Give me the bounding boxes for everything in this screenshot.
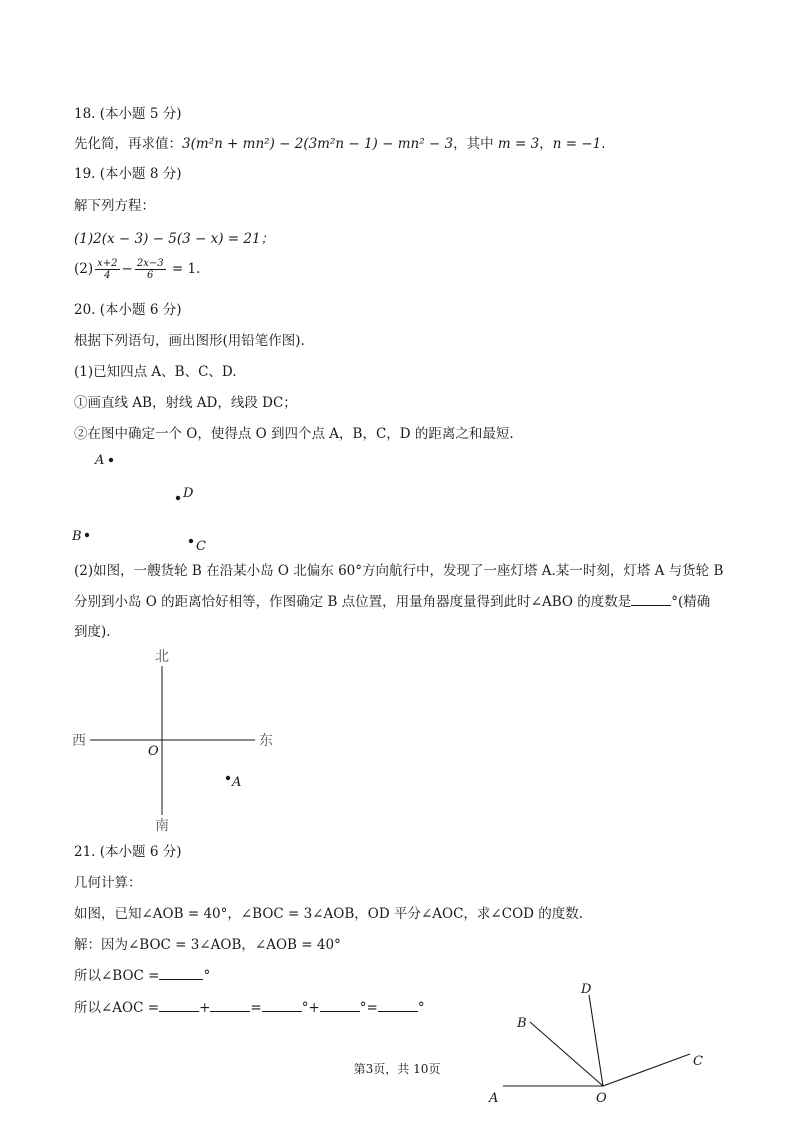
q20-part-1a: ①画直线 AB，射线 AD，线段 DC；	[74, 395, 297, 411]
point-d-label: D	[183, 486, 194, 501]
q21-aoc-degree-1: °	[301, 1000, 309, 1016]
q21-aoc-equals-1: =	[250, 1000, 262, 1016]
q20-part-1: (1)已知四点 A、B、C、D.	[74, 364, 237, 380]
lighthouse-a-point	[226, 776, 230, 780]
q19-eq2-rhs: = 1.	[171, 261, 201, 277]
point-c	[189, 539, 193, 543]
q21-aoc-blank-1[interactable]	[159, 998, 199, 1012]
page-footer: 第3页，共 10页	[353, 1062, 441, 1076]
q20-part-1b: ②在图中确定一个 O，使得点 O 到四个点 A，B，C，D 的距离之和最短.	[74, 426, 514, 442]
q19-equation-1: (1)2(x − 3) − 5(3 − x) = 21；	[74, 231, 275, 247]
q21-aoc-blank-2[interactable]	[210, 998, 250, 1012]
q20-part-2-line-3: 到度).	[74, 624, 111, 640]
point-b	[85, 533, 89, 537]
angle-point-c-label: C	[693, 1054, 703, 1069]
q19-fraction-2-denominator: 6	[147, 270, 154, 281]
q21-intro: 几何计算：	[74, 875, 142, 891]
q21-aoc-degree-3: °	[417, 1000, 425, 1016]
q21-solution: 解：因为∠BOC = 3∠AOB，∠AOB = 40°	[74, 937, 341, 953]
q21-aoc-blank-3[interactable]	[262, 998, 302, 1012]
point-d	[176, 496, 180, 500]
q21-aoc-prefix: 所以∠AOC =	[74, 1000, 160, 1016]
q20-compass-figure	[72, 649, 273, 834]
q21-aoc-equals-2: =	[366, 1000, 378, 1016]
q21-angle-figure	[488, 982, 703, 1106]
q20-intro: 根据下列语句，画出图形(用铅笔作图).	[74, 333, 305, 349]
q20-header: 20. (本小题 6 分)	[74, 302, 182, 318]
q20-part-2-line-2	[74, 592, 710, 612]
angle-point-b-label: B	[517, 1016, 527, 1031]
east-label: 东	[259, 733, 273, 749]
q20-part-2-line-1: (2)如图，一艘货轮 B 在沿某小岛 O 北偏东 60°方向航行中，发现了一座灯塔 A.某一时刻，灯塔 A 与货轮 B	[74, 563, 724, 579]
angle-vertex-o-label: O	[596, 1091, 607, 1106]
q21-boc-prefix: 所以∠BOC =	[74, 968, 160, 984]
q21-aoc-plus-1: +	[199, 1000, 211, 1016]
point-c-label: C	[196, 539, 206, 554]
q21-aoc-blank-4[interactable]	[320, 998, 360, 1012]
q21-header: 21. (本小题 6 分)	[74, 844, 182, 860]
north-label: 北	[155, 649, 169, 665]
q18-condition: ，其中	[453, 136, 498, 152]
q18-expression: 3(m²n + mn²) − 2(3m²n − 1) − mn² − 3	[182, 136, 454, 152]
q20-angle-answer-blank[interactable]	[631, 592, 671, 606]
q18-m-value: m = 3	[497, 136, 540, 152]
q19-header: 19. (本小题 8 分)	[74, 166, 182, 182]
q18-intro: 先化简，再求值：	[74, 136, 182, 152]
q21-line-aoc	[74, 998, 425, 1018]
q19-eq2-prefix: (2)	[74, 261, 94, 277]
west-label: 西	[72, 733, 86, 749]
point-a-label: A	[95, 453, 105, 468]
q21-aoc-blank-5[interactable]	[378, 998, 418, 1012]
q18-separator: ，	[539, 136, 553, 152]
q19-eq2-operator: −	[121, 261, 133, 277]
q21-statement: 如图，已知∠AOB = 40°，∠BOC = 3∠AOB，OD 平分∠AOC，求∠COD 的度数.	[74, 906, 584, 922]
q19-fraction-1-denominator: 4	[104, 270, 111, 281]
q21-aoc-plus-2: +	[308, 1000, 320, 1016]
point-b-label: B	[72, 529, 82, 544]
q21-boc-blank[interactable]	[159, 966, 203, 980]
south-label: 南	[155, 818, 169, 834]
island-o-label: O	[148, 744, 159, 759]
q19-intro: 解下列方程：	[74, 198, 155, 214]
q18-end: .	[601, 136, 606, 152]
q21-line-boc	[74, 966, 210, 986]
q20-part-2-degree: °(精确	[671, 594, 711, 610]
q21-aoc-degree-2: °	[359, 1000, 367, 1016]
angle-point-d-label: D	[581, 982, 592, 997]
q18-n-value: n = −1	[552, 136, 602, 152]
q20-part-2-text: 分别到小岛 O 的距离恰好相等，作图确定 B 点位置，用量角器度量得到此时∠ABO 的度数是	[74, 594, 632, 610]
angle-point-a-label: A	[489, 1091, 499, 1106]
q19-fraction-1-numerator: x+2	[97, 258, 118, 269]
point-a	[109, 458, 113, 462]
q21-boc-degree: °	[203, 968, 211, 984]
q19-fraction-2-numerator: 2x−3	[136, 258, 164, 269]
lighthouse-a-label: A	[232, 775, 242, 790]
q18-header: 18. (本小题 5 分)	[74, 106, 182, 122]
